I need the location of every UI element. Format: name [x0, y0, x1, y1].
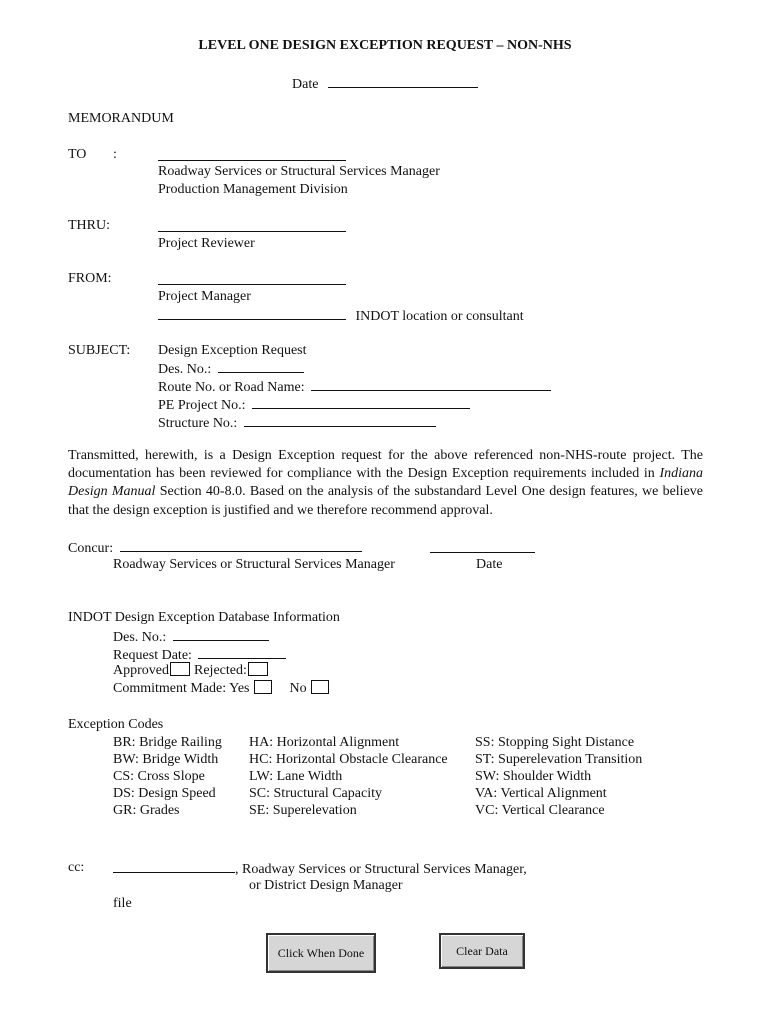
to-line1: Roadway Services or Structural Services Manager	[158, 164, 440, 179]
cc-row[interactable]	[113, 859, 527, 878]
no-checkbox[interactable]	[311, 680, 329, 694]
db-request-date[interactable]: Request Date:	[113, 645, 286, 664]
from-line1: Project Manager	[158, 289, 251, 304]
thru-label: THRU:	[68, 218, 110, 233]
date-line	[328, 74, 478, 88]
click-when-done-button[interactable]: Click When Done	[266, 933, 376, 973]
concur-signature-line	[120, 538, 362, 552]
date-field[interactable]	[292, 74, 478, 93]
concur-date-label: Date	[476, 557, 503, 572]
codes-column-2	[249, 734, 448, 819]
rejected-checkbox[interactable]	[248, 662, 268, 676]
codes-column-1	[113, 734, 222, 819]
to-colon: :	[113, 147, 117, 162]
subject-des-no[interactable]: Des. No.:	[158, 359, 304, 378]
subject-structure[interactable]: Structure No.:	[158, 413, 436, 432]
database-heading: INDOT Design Exception Database Information	[68, 610, 340, 625]
subject-route[interactable]: Route No. or Road Name:	[158, 377, 551, 396]
no-label: No	[289, 681, 307, 696]
concur-label: Concur:	[68, 541, 114, 556]
codes-column-3	[475, 734, 642, 819]
code-item: SC: Structural Capacity	[249, 786, 382, 801]
cc-label: cc:	[68, 860, 85, 875]
paragraph-manual-title: Indiana Design Manual	[68, 466, 703, 500]
thru-line1: Project Reviewer	[158, 236, 255, 251]
to-label: TO	[68, 147, 87, 162]
to-line2: Production Management Division	[158, 182, 348, 197]
code-item: DS: Design Speed	[113, 786, 216, 801]
to-signature-line[interactable]	[158, 147, 346, 161]
cc-line2: or District Design Manager	[249, 878, 403, 893]
transmittal-paragraph	[68, 447, 703, 520]
code-item: BR: Bridge Railing	[113, 735, 222, 750]
code-item: LW: Lane Width	[249, 769, 343, 784]
db-des-no[interactable]: Des. No.:	[113, 627, 269, 646]
code-item: SW: Shoulder Width	[475, 769, 592, 784]
paragraph-text-1: Transmitted, herewith, is a Design Exception request for the above referenced non-NHS-route project. The documentation has been reviewed for compliance with the Design Exception requirements included in	[68, 448, 703, 482]
db-approval-row	[113, 662, 272, 679]
cc-line	[113, 859, 235, 873]
from-line2: INDOT location or consultant	[355, 309, 524, 324]
subject-pe-project[interactable]: PE Project No.:	[158, 395, 470, 414]
page-title: LEVEL ONE DESIGN EXCEPTION REQUEST – NON-NHS	[198, 38, 572, 53]
cc-line1: , Roadway Services or Structural Services Manager,	[235, 862, 527, 877]
from-signature-line[interactable]	[158, 271, 346, 285]
location-line[interactable]	[158, 306, 346, 320]
concur-date-line[interactable]	[430, 539, 535, 553]
code-item: HA: Horizontal Alignment	[249, 735, 400, 750]
code-item: VA: Vertical Alignment	[475, 786, 607, 801]
approved-label: Approved	[113, 663, 169, 678]
concur-sig-label: Roadway Services or Structural Services Manager	[113, 557, 395, 572]
codes-heading: Exception Codes	[68, 717, 164, 732]
code-item: CS: Cross Slope	[113, 769, 205, 784]
code-item: GR: Grades	[113, 803, 180, 818]
commitment-label: Commitment Made: Yes	[113, 681, 250, 696]
code-item: SS: Stopping Sight Distance	[475, 735, 635, 750]
code-item: BW: Bridge Width	[113, 752, 219, 767]
subject-label: SUBJECT:	[68, 343, 131, 358]
subject-line1: Design Exception Request	[158, 343, 307, 358]
code-item: ST: Superelevation Transition	[475, 752, 643, 767]
concur-field[interactable]	[68, 538, 362, 557]
thru-signature-line[interactable]	[158, 218, 346, 232]
yes-checkbox[interactable]	[254, 680, 272, 694]
clear-data-button[interactable]: Clear Data	[439, 933, 525, 969]
code-item: HC: Horizontal Obstacle Clearance	[249, 752, 448, 767]
memorandum-heading: MEMORANDUM	[68, 111, 174, 126]
code-item: VC: Vertical Clearance	[475, 803, 605, 818]
date-label: Date	[292, 77, 319, 92]
paragraph-text-2: Section 40-8.0. Based on the analysis of the substandard Level One design features, we believe that the design exception is justified and we therefore recommend approval.	[68, 484, 703, 518]
from-label: FROM:	[68, 271, 112, 286]
cc-file: file	[113, 896, 132, 911]
code-item: SE: Superelevation	[249, 803, 357, 818]
approved-checkbox[interactable]	[170, 662, 190, 676]
rejected-label: Rejected:	[194, 663, 247, 678]
db-commitment-row	[113, 680, 333, 697]
